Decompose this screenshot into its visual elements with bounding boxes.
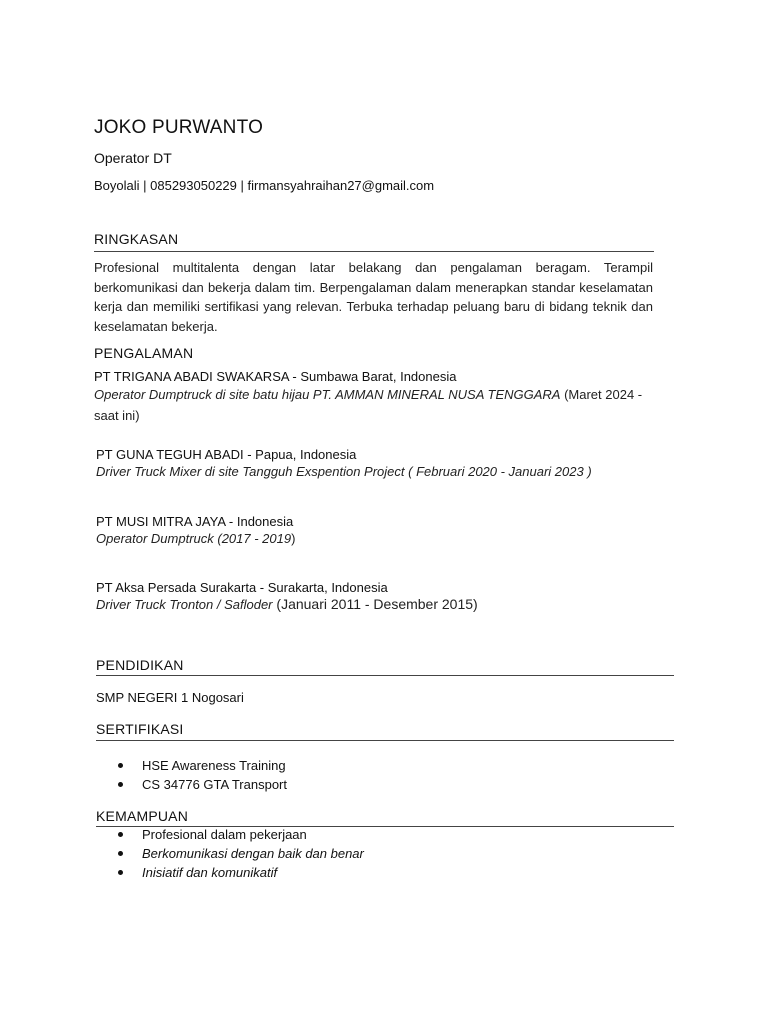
job-heading: PT GUNA TEGUH ABADI - Papua, Indonesia (96, 447, 357, 462)
skills-list (116, 825, 364, 882)
job-role-text: Operator Dumptruck di site batu hijau PT. AMMAN MINERAL NUSA TENGGARA (94, 387, 561, 402)
certification-item: HSE Awareness Training (116, 756, 287, 775)
certification-list (116, 756, 287, 794)
candidate-role: Operator DT (94, 150, 172, 166)
job-period-text: ) (291, 531, 296, 546)
certification-item: CS 34776 GTA Transport (116, 775, 287, 794)
education-title: PENDIDIKAN (96, 657, 184, 673)
job-heading: PT MUSI MITRA JAYA - Indonesia (96, 514, 294, 529)
job-description (96, 461, 592, 482)
job-role-text: Driver Truck Tronton / Safloder (96, 597, 273, 612)
job-role-text: Operator Dumptruck (2017 - 2019 (96, 531, 292, 546)
job-heading: PT Aksa Persada Surakarta - Surakarta, Indonesia (96, 580, 388, 595)
certification-divider (96, 740, 674, 741)
education-school: SMP NEGERI 1 Nogosari (96, 690, 244, 705)
skill-item: Inisiatif dan komunikatif (116, 863, 364, 882)
skill-item: Profesional dalam pekerjaan (116, 825, 364, 844)
job-heading: PT TRIGANA ABADI SWAKARSA - Sumbawa Barat, Indonesia (94, 369, 457, 384)
skill-item: Berkomunikasi dengan baik dan benar (116, 844, 364, 863)
contact-line: Boyolali | 085293050229 | firmansyahraihan27@gmail.com (94, 178, 435, 193)
skills-title: KEMAMPUAN (96, 808, 189, 824)
job-period-text: (Maret 2024 - saat ini) (94, 387, 643, 423)
job-description (94, 384, 659, 426)
candidate-name: JOKO PURWANTO (94, 117, 264, 138)
job-description (96, 594, 478, 615)
job-role-text: Driver Truck Mixer di site Tangguh Exspention Project ( Februari 2020 - Januari 2023 ) (96, 464, 592, 479)
summary-text: Profesional multitalenta dengan latar belakang dan pengalaman beragam. Terampil berkomunikasi dan bekerja dalam tim. Berpengalaman dalam menerapkan standar keselamatan kerja dan memiliki sertifikasi yang relevan. Terbuka terhadap peluang baru di bidang teknik dan keselamatan bekerja. (94, 260, 653, 334)
certification-title: SERTIFIKASI (96, 721, 184, 737)
summary-title: RINGKASAN (94, 231, 179, 247)
summary-divider (94, 251, 654, 252)
job-period-text: (Januari 2011 - Desember 2015) (272, 596, 478, 612)
experience-title: PENGALAMAN (94, 345, 194, 361)
education-divider (96, 675, 674, 676)
job-description (96, 528, 295, 549)
